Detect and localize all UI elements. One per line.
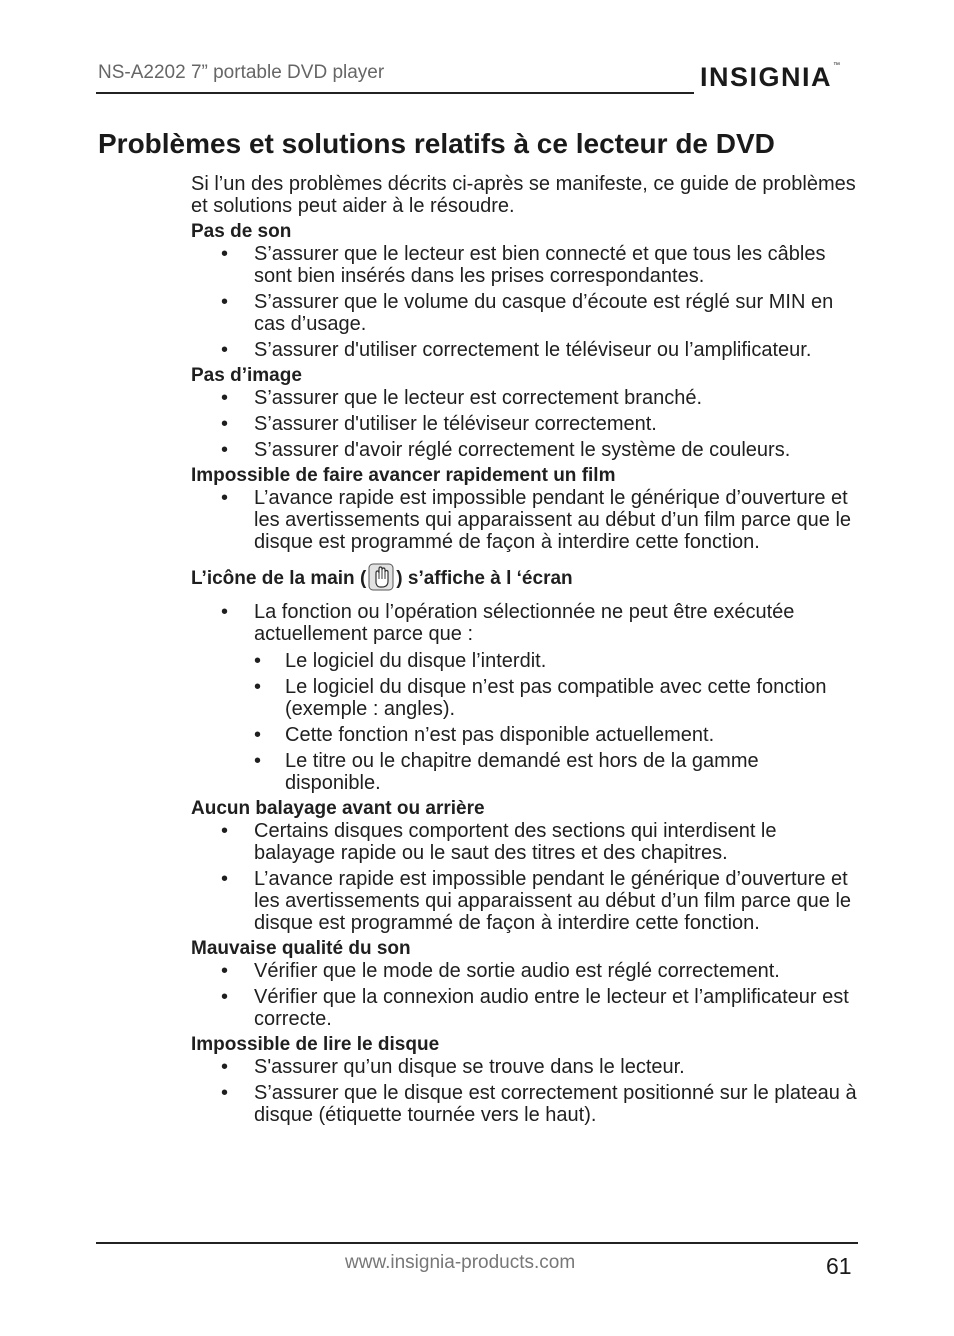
list-item: • Vérifier que la connexion audio entre le lecteur et l’amplificateur est correcte. (191, 986, 859, 1030)
heading-text-after: ) s’affiche à l ‘écran (396, 568, 573, 589)
list-item-text: La fonction ou l’opération sélectionnée ne peut être exécutée actuellement parce que : (254, 601, 795, 645)
hand-icon (368, 563, 394, 591)
list-balayage (191, 820, 859, 934)
heading-text-before: L’icône de la main ( (191, 568, 367, 589)
list-item: • L’avance rapide est impossible pendant le générique d’ouverture et les avertissements qui apparaissent au début d’un film parce que le disque est programmé de façon à interdire cette fonction. (191, 868, 859, 934)
intro-paragraph: Si l’un des problèmes décrits ci-après se manifeste, ce guide de problèmes et solutions peut aider à le résoudre. (191, 173, 856, 217)
list-qualite-son (191, 960, 859, 1030)
insignia-logo (700, 62, 842, 93)
section-heading-qualite-son: Mauvaise qualité du son (191, 938, 411, 959)
list-item: • S’assurer d'utiliser le téléviseur correctement. (191, 413, 859, 435)
header-model: NS-A2202 7” portable DVD player (98, 62, 385, 83)
list-item: • S’assurer d'utiliser correctement le téléviseur ou l’amplificateur. (191, 339, 859, 361)
section-heading-pas-d-image: Pas d’image (191, 365, 302, 386)
list-item: • S’assurer que le lecteur est bien connecté et que tous les câbles sont bien insérés dans les prises correspondantes. (191, 243, 859, 287)
list-icone-main (191, 601, 859, 794)
list-pas-d-image (191, 387, 859, 461)
list-item (191, 601, 859, 794)
section-heading-avance-rapide: Impossible de faire avancer rapidement un film (191, 465, 616, 486)
header-rule (96, 92, 694, 94)
section-heading-icone-main (191, 563, 859, 591)
footer-url: www.insignia-products.com (345, 1252, 576, 1273)
list-avance-rapide (191, 487, 859, 553)
section-heading-balayage: Aucun balayage avant ou arrière (191, 798, 485, 819)
list-item: • S'assurer qu’un disque se trouve dans le lecteur. (191, 1056, 859, 1078)
footer-rule (96, 1242, 858, 1244)
sublist-item: • Le logiciel du disque n’est pas compatible avec cette fonction (exemple : angles). (254, 676, 859, 720)
list-pas-de-son (191, 243, 859, 361)
sublist (254, 650, 859, 794)
logo-tm: ™ (833, 62, 842, 69)
page-number: 61 (826, 1253, 852, 1279)
section-heading-lire-disque: Impossible de lire le disque (191, 1034, 440, 1055)
list-lire-disque (191, 1056, 859, 1126)
list-item: • S’assurer que le disque est correctement positionné sur le plateau à disque (étiquette tournée vers le haut). (191, 1082, 859, 1126)
list-item: • Certains disques comportent des sections qui interdisent le balayage rapide ou le saut des titres et des chapitres. (191, 820, 859, 864)
logo-text: INSIGNIA (700, 62, 833, 92)
list-item: • S’assurer que le volume du casque d’écoute est réglé sur MIN en cas d’usage. (191, 291, 859, 335)
section-heading-pas-de-son: Pas de son (191, 221, 292, 242)
list-item: • S’assurer d'avoir réglé correctement le système de couleurs. (191, 439, 859, 461)
list-item: • Vérifier que le mode de sortie audio est réglé correctement. (191, 960, 859, 982)
list-item: • L’avance rapide est impossible pendant le générique d’ouverture et les avertissements qui apparaissent au début d’un film parce que le disque est programmé de façon à interdire cette fonction. (191, 487, 859, 553)
sublist-item: • Le titre ou le chapitre demandé est hors de la gamme disponible. (254, 750, 859, 794)
content (191, 173, 859, 1130)
list-item: • S’assurer que le lecteur est correctement branché. (191, 387, 859, 409)
sublist-item: • Cette fonction n’est pas disponible actuellement. (254, 724, 859, 746)
sublist-item: • Le logiciel du disque l’interdit. (254, 650, 859, 672)
page-title: Problèmes et solutions relatifs à ce lecteur de DVD (98, 128, 775, 159)
